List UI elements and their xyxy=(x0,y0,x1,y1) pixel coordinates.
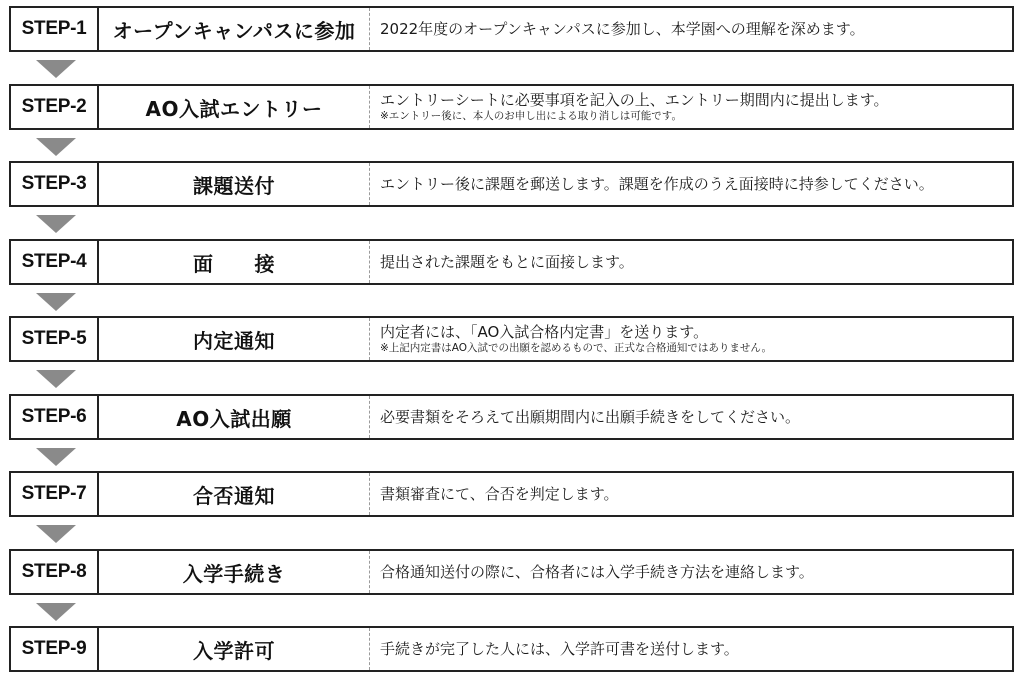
step-row xyxy=(9,239,1014,285)
step-number: STEP-9 xyxy=(11,628,99,670)
step-description: 必要書類をそろえて出願期間内に出願手続きをしてください。 xyxy=(380,407,801,426)
step-number: STEP-2 xyxy=(11,86,99,128)
step-title: 課題送付 xyxy=(99,163,370,205)
step-title: 入学手続き xyxy=(99,551,370,593)
step-description: エントリーシートに必要事項を記入の上、エントリー期間内に提出します。 xyxy=(380,90,889,109)
step-title: AO入試エントリー xyxy=(99,86,370,128)
step-description: 内定者には、「AO入試合格内定書」を送ります。 xyxy=(380,322,709,341)
step-number: STEP-5 xyxy=(11,318,99,360)
step-note: ※上記内定書はAO入試での出願を認めるもので、正式な合格通知ではありません。 xyxy=(380,341,772,354)
step-row xyxy=(9,394,1014,440)
step-row xyxy=(9,549,1014,595)
step-description-cell xyxy=(370,241,1012,283)
step-title: 内定通知 xyxy=(99,318,370,360)
step-row xyxy=(9,84,1014,130)
down-arrow-icon xyxy=(36,370,76,388)
step-title: 合否通知 xyxy=(99,473,370,515)
down-arrow-icon xyxy=(36,60,76,78)
step-description: 手続きが完了した人には、入学許可書を送付します。 xyxy=(380,639,739,658)
step-description: 提出された課題をもとに面接します。 xyxy=(380,252,634,271)
step-title: AO入試出願 xyxy=(99,396,370,438)
step-description-cell xyxy=(370,551,1012,593)
step-description-cell xyxy=(370,318,1012,360)
step-number: STEP-6 xyxy=(11,396,99,438)
step-title: 入学許可 xyxy=(99,628,370,670)
step-description-cell xyxy=(370,628,1012,670)
step-row xyxy=(9,6,1014,52)
step-description-cell xyxy=(370,163,1012,205)
step-row xyxy=(9,161,1014,207)
step-description-cell xyxy=(370,473,1012,515)
step-description-cell xyxy=(370,8,1012,50)
down-arrow-icon xyxy=(36,525,76,543)
step-number: STEP-4 xyxy=(11,241,99,283)
down-arrow-icon xyxy=(36,448,76,466)
step-number: STEP-1 xyxy=(11,8,99,50)
step-row xyxy=(9,626,1014,672)
down-arrow-icon xyxy=(36,138,76,156)
down-arrow-icon xyxy=(36,603,76,621)
step-description-cell xyxy=(370,86,1012,128)
step-note: ※エントリー後に、本人のお申し出による取り消しは可能です。 xyxy=(380,109,682,122)
down-arrow-icon xyxy=(36,293,76,311)
step-description-cell xyxy=(370,396,1012,438)
down-arrow-icon xyxy=(36,215,76,233)
step-row xyxy=(9,316,1014,362)
step-description: 2022年度のオープンキャンパスに参加し、本学園への理解を深めます。 xyxy=(380,19,865,38)
step-title: 面 接 xyxy=(99,241,370,283)
step-description: 合格通知送付の際に、合格者には入学手続き方法を連絡します。 xyxy=(380,562,814,581)
step-row xyxy=(9,471,1014,517)
step-description: 書類審査にて、合否を判定します。 xyxy=(380,484,619,503)
step-number: STEP-3 xyxy=(11,163,99,205)
step-description: エントリー後に課題を郵送します。課題を作成のうえ面接時に持参してください。 xyxy=(380,174,934,193)
step-number: STEP-8 xyxy=(11,551,99,593)
step-number: STEP-7 xyxy=(11,473,99,515)
step-title: オープンキャンパスに参加 xyxy=(99,8,370,50)
